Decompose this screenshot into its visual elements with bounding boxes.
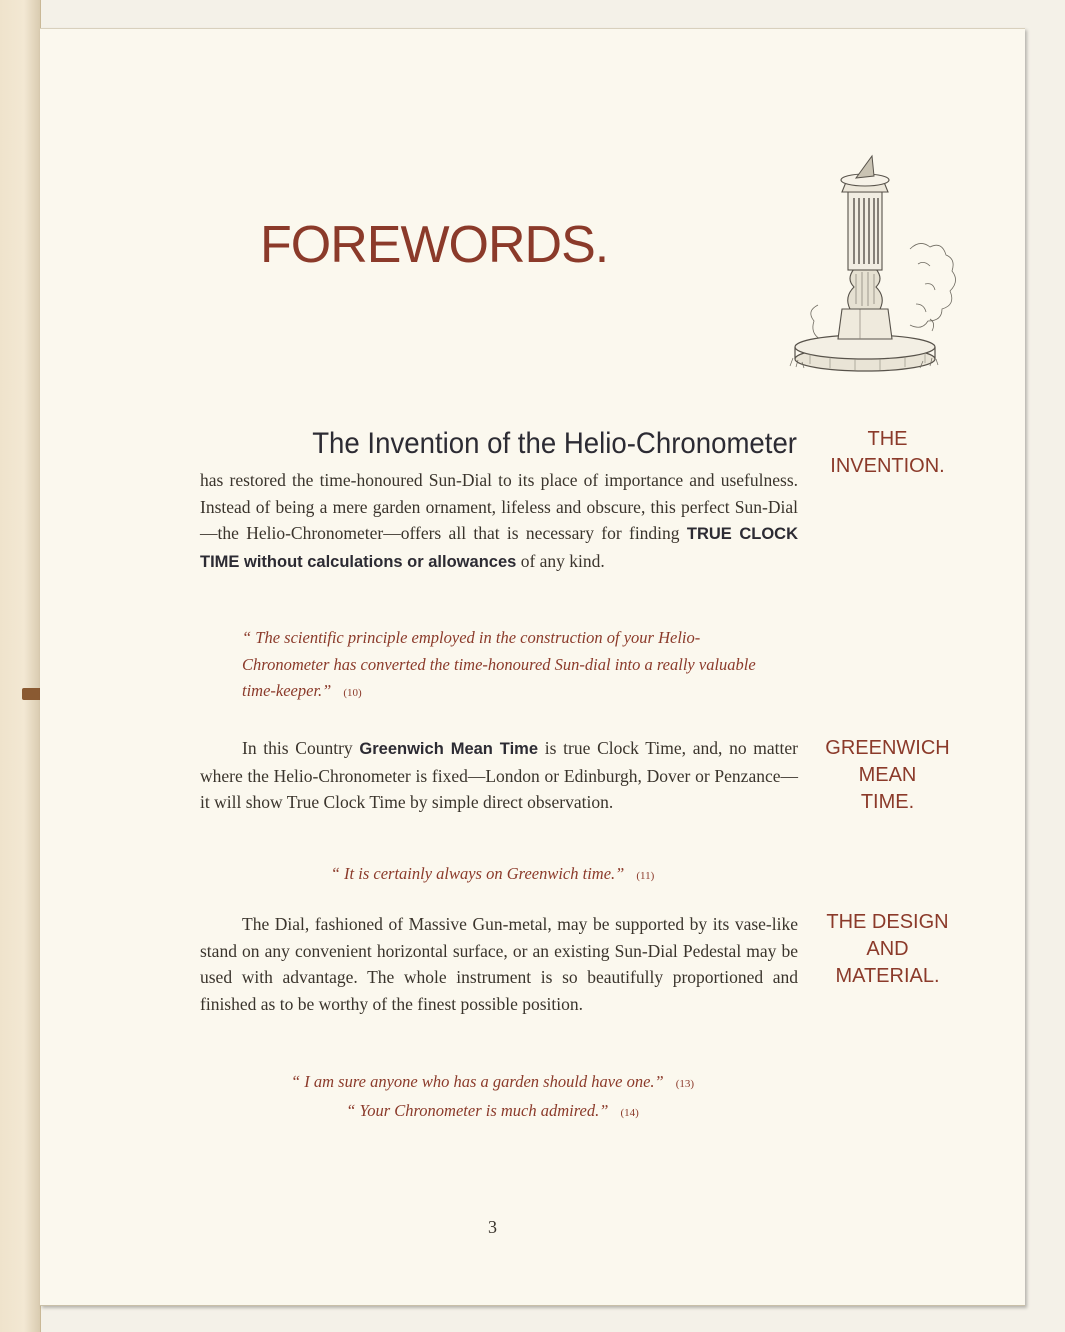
margin-label-invention xyxy=(800,426,975,480)
quote-ref: (10) xyxy=(343,687,362,699)
sundial-pedestal-illustration xyxy=(760,134,970,374)
margin-label-line: AND xyxy=(866,938,909,960)
book-page xyxy=(40,28,1025,1306)
margin-label-design xyxy=(800,909,975,990)
invention-text-end: of any kind. xyxy=(516,550,605,571)
quote-text: “ It is certainly always on Greenwich time.” xyxy=(330,864,625,883)
greenwich-bold-text: Greenwich Mean Time xyxy=(359,740,539,758)
greenwich-text-end: is true Clock Time, and, no matter where the Helio-Chronometer is fixed—London or Edinburgh, Dover or Penzance—it will show True Clock Time by simple direct observation. xyxy=(200,738,798,812)
quote-ref: (14) xyxy=(620,1106,639,1119)
margin-label-line: TIME. xyxy=(860,791,915,813)
testimonial-quote xyxy=(40,861,945,890)
book-binding xyxy=(0,0,41,1332)
quote-ref: (11) xyxy=(636,870,655,882)
margin-label-line: INVENTION. xyxy=(830,455,945,477)
quote-text: “ The scientific principle employed in the construction of your Helio-Chronometer has converted the time-honoured Sun-dial into a really valuable time-keeper.” xyxy=(242,628,756,700)
greenwich-text-start: In this Country xyxy=(242,738,360,758)
testimonial-quotes xyxy=(40,1069,945,1126)
margin-label-line: MATERIAL. xyxy=(835,965,940,987)
greenwich-paragraph xyxy=(200,735,798,816)
page-number: 3 xyxy=(488,1217,497,1237)
quote-ref: (13) xyxy=(675,1078,695,1090)
margin-label-line: GREENWICH xyxy=(825,737,950,759)
testimonial-quote xyxy=(242,625,762,707)
page-title: FOREWORDS. xyxy=(260,216,609,274)
margin-label-greenwich xyxy=(800,735,975,816)
quote-text: “ Your Chronometer is much admired.” xyxy=(346,1100,609,1120)
testimonial-quote xyxy=(40,1069,945,1098)
invention-text-start: has restored the time-honoured Sun-Dial to its place of importance and usefulness. Instead of being a mere garden ornament, lifeless and obscure, this perfect Sun-Dial—the Helio-Chronometer—offers all that is necessary for finding xyxy=(200,470,798,543)
margin-label-line: MEAN xyxy=(858,764,917,786)
design-paragraph: The Dial, fashioned of Massive Gun-metal, may be supported by its vase-like stand on any convenient horizontal surface, or an existing Sun-Dial Pedestal may be used with advantage. The whole instrument is so beautifully proportioned and finished as to be worthy of the finest possible position. xyxy=(200,914,798,1014)
quote-text: “ I am sure anyone who has a garden should have one.” xyxy=(290,1072,664,1091)
invention-paragraph xyxy=(200,467,798,575)
margin-label-line: THE DESIGN xyxy=(826,911,949,933)
testimonial-quote xyxy=(40,1098,945,1127)
invention-heading: The Invention of the Helio-Chronometer xyxy=(312,427,797,460)
invention-bold-text: TRUE CLOCK TIME without calculations or allowances xyxy=(200,525,798,571)
margin-label-line: THE xyxy=(867,428,908,450)
